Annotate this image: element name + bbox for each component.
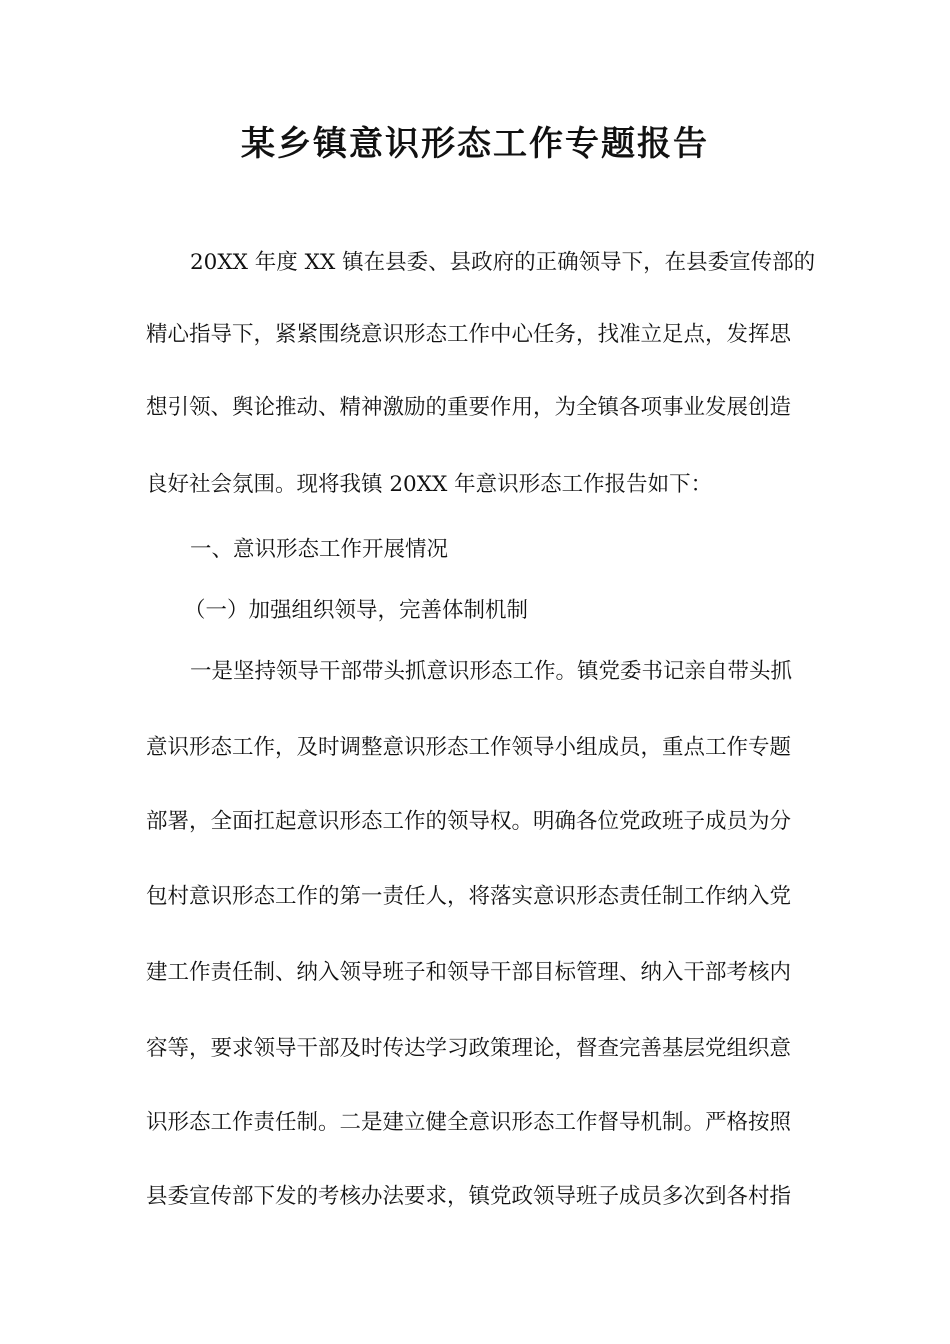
- document-title: 某乡镇意识形态工作专题报告: [241, 124, 709, 164]
- paragraph-line: 建工作责任制、纳入领导班子和领导干部目标管理、纳入干部考核内: [146, 960, 792, 985]
- paragraph-line: 容等，要求领导干部及时传达学习政策理论，督查完善基层党组织意: [146, 1036, 792, 1061]
- paragraph-line: 精心指导下，紧紧围绕意识形态工作中心任务，找准立足点，发挥思: [146, 322, 792, 347]
- section-heading: 一、意识形态工作开展情况: [190, 537, 449, 562]
- paragraph-line: 识形态工作责任制。二是建立健全意识形态工作督导机制。严格按照: [146, 1110, 792, 1135]
- paragraph-line: 县委宣传部下发的考核办法要求，镇党政领导班子成员多次到各村指: [146, 1184, 792, 1209]
- paragraph-line: 部署，全面扛起意识形态工作的领导权。明确各位党政班子成员为分: [146, 809, 792, 834]
- paragraph-line: 想引领、舆论推动、精神激励的重要作用，为全镇各项事业发展创造: [146, 395, 792, 420]
- paragraph-line: 意识形态工作，及时调整意识形态工作领导小组成员，重点工作专题: [146, 735, 792, 760]
- paragraph-line: 包村意识形态工作的第一责任人，将落实意识形态责任制工作纳入党: [146, 884, 792, 909]
- subsection-heading: （一）加强组织领导，完善体制机制: [184, 598, 529, 623]
- paragraph-line: 20XX 年度 XX 镇在县委、县政府的正确领导下，在县委宣传部的: [190, 250, 816, 275]
- paragraph-line: 一是坚持领导干部带头抓意识形态工作。镇党委书记亲自带头抓: [190, 659, 793, 684]
- paragraph-line: 良好社会氛围。现将我镇 20XX 年意识形态工作报告如下：: [146, 472, 713, 497]
